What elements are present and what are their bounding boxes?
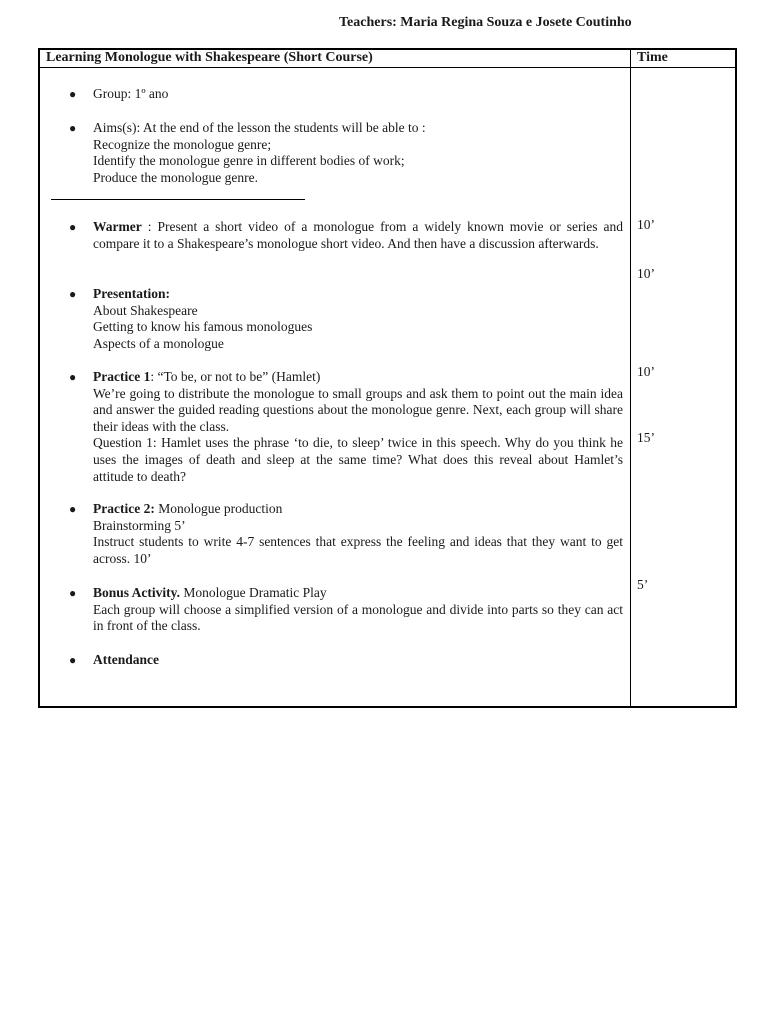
practice1-title: : “To be, or not to be” (Hamlet) bbox=[150, 369, 321, 384]
bullet-icon: ● bbox=[69, 287, 77, 301]
practice1-text: We’re going to distribute the monologue to small groups and ask them to point out the main idea and answer the guided reading questions about the monologue genre. Next, each group will share their ideas with the class. bbox=[93, 385, 623, 434]
group-item bbox=[69, 86, 623, 103]
practice1-label: Practice 1 bbox=[93, 369, 151, 384]
presentation-label: Presentation: bbox=[93, 286, 170, 301]
time-column-header: Time bbox=[637, 50, 668, 65]
bullet-icon: ● bbox=[69, 87, 77, 101]
practice2-brainstorm: Brainstorming 5’ bbox=[93, 517, 186, 533]
group-text: Group: 1º ano bbox=[93, 86, 169, 101]
aim-line: Identify the monologue genre in different bodies of work; bbox=[93, 153, 405, 169]
teachers-header: Teachers: Maria Regina Souza e Josete Coutinho bbox=[339, 15, 632, 30]
practice2-item bbox=[69, 501, 623, 567]
time-question: 15’ bbox=[637, 430, 655, 445]
warmer-item bbox=[69, 219, 623, 252]
practice2-title: Monologue production bbox=[154, 501, 283, 516]
bullet-icon: ● bbox=[69, 653, 77, 667]
presentation-line: About Shakespeare bbox=[93, 302, 198, 318]
warmer-label: Warmer bbox=[93, 219, 142, 234]
bullet-icon: ● bbox=[69, 370, 77, 384]
lesson-content bbox=[40, 68, 630, 708]
time-warmer: 10’ bbox=[637, 217, 655, 232]
column-divider bbox=[630, 50, 631, 706]
warmer-text: : Present a short video of a monologue from a widely known movie or series and compare it to a Shakespeare’s monologue short video. And then have a discussion afterwards. bbox=[93, 219, 623, 251]
attendance-label: Attendance bbox=[93, 652, 159, 667]
time-bonus: 5’ bbox=[637, 577, 649, 592]
aims-intro: Aims(s): At the end of the lesson the students will be able to : bbox=[93, 120, 426, 135]
bullet-icon: ● bbox=[69, 586, 77, 600]
time-presentation: 10’ bbox=[637, 266, 655, 281]
lesson-plan-table bbox=[38, 48, 737, 708]
presentation-line: Aspects of a monologue bbox=[93, 335, 224, 351]
aim-line: Produce the monologue genre. bbox=[93, 169, 258, 185]
table-title: Learning Monologue with Shakespeare (Short Course) bbox=[46, 50, 373, 65]
attendance-item bbox=[69, 652, 623, 669]
time-practice1: 10’ bbox=[637, 364, 655, 379]
aim-line: Recognize the monologue genre; bbox=[93, 136, 272, 152]
bonus-item bbox=[69, 585, 623, 635]
bullet-icon: ● bbox=[69, 220, 77, 234]
bullet-icon: ● bbox=[69, 502, 77, 516]
practice1-item bbox=[69, 369, 623, 485]
bonus-title: Monologue Dramatic Play bbox=[180, 585, 327, 600]
practice1-question: Question 1: Hamlet uses the phrase ‘to die, to sleep’ twice in this speech. Why do you think he uses the images of death and sleep at the same time? What does this reveal about Hamlet’s attitude to death? bbox=[93, 435, 623, 484]
bonus-text: Each group will choose a simplified version of a monologue and divide into parts so they can act in front of the class. bbox=[93, 601, 623, 634]
separator-line bbox=[51, 199, 305, 200]
practice2-instructions: Instruct students to write 4-7 sentences that express the feeling and ideas that they want to get across. 10’ bbox=[93, 534, 623, 566]
practice2-label: Practice 2: bbox=[93, 501, 155, 516]
presentation-line: Getting to know his famous monologues bbox=[93, 319, 313, 335]
presentation-item bbox=[69, 286, 623, 352]
bonus-label: Bonus Activity. bbox=[93, 585, 181, 600]
bullet-icon: ● bbox=[69, 121, 77, 135]
aims-item bbox=[69, 120, 623, 186]
